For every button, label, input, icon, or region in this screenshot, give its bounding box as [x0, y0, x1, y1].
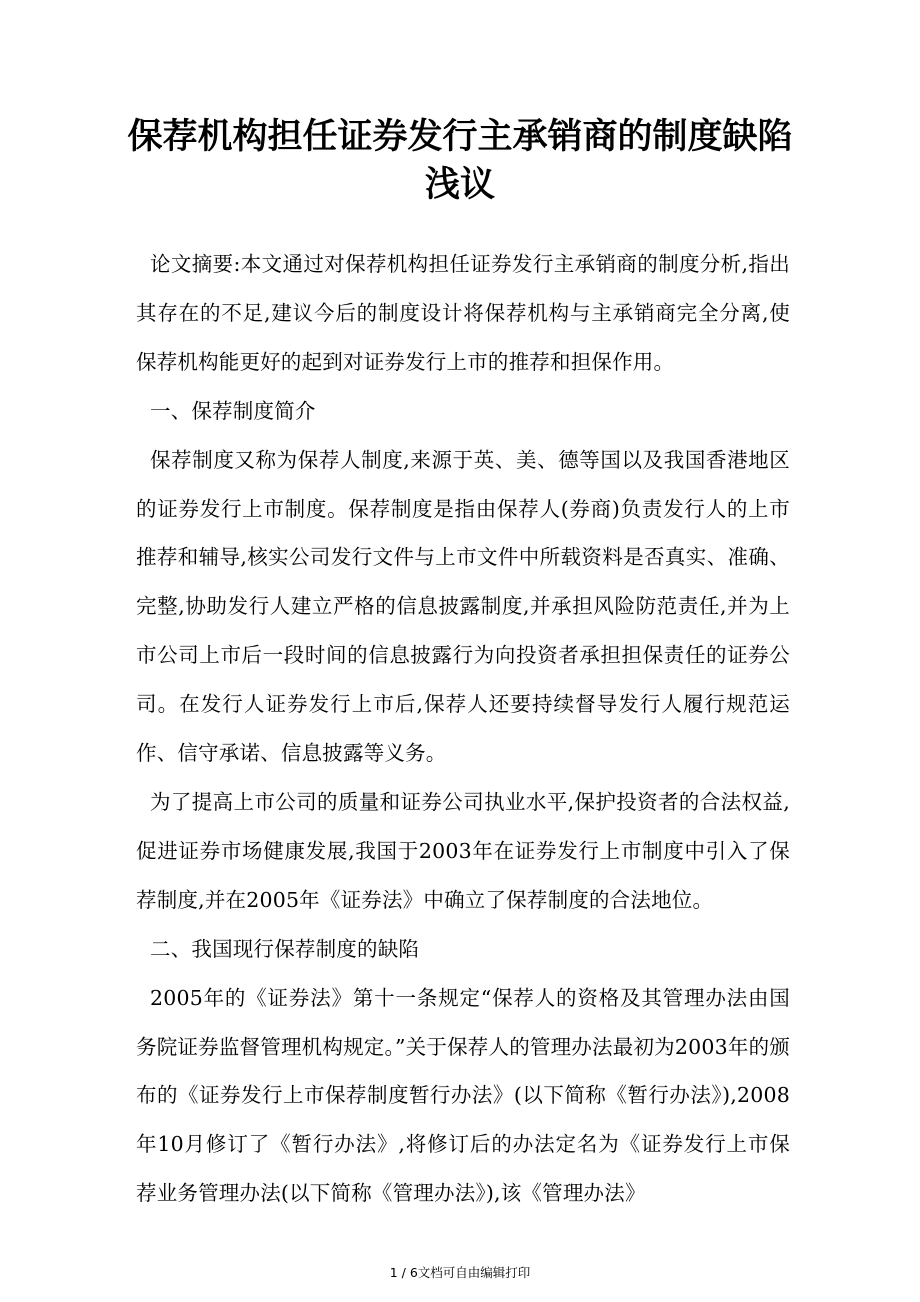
body-paragraph: 为了提高上市公司的质量和证券公司执业水平,保护投资者的合法权益,促进证券市场健康发展,我国于2003年在证券发行上市制度中引入了保荐制度,并在2005年《证券法》中确立了保荐制度的合法地位。 — [136, 789, 790, 912]
body-paragraph: 2005年的《证券法》第十一条规定“保荐人的资格及其管理办法由国务院证券监督管理机构规定。”关于保荐人的管理办法最初为2003年的颁布的《证券发行上市保荐制度暂行办法》(以下简称《暂行办法》),2008年10月修订了《暂行办法》,将修订后的办法定名为《证券发行上市保荐业务管理办法(以下简称《管理办法》),该《管理办法》 — [136, 985, 790, 1206]
document-title-line-1: 保荐机构担任证券发行主承销商的制度缺陷 — [127, 117, 793, 157]
document-body — [136, 240, 790, 1218]
document-title-line-2: 浅议 — [424, 165, 495, 205]
body-paragraph: 保荐制度又称为保荐人制度,来源于英、美、德等国以及我国香港地区的证券发行上市制度。保荐制度是指由保荐人(券商)负责发行人的上市推荐和辅导,核实公司发行文件与上市文件中所载资料是否真实、准确、完整,协助发行人建立严格的信息披露制度,并承担风险防范责任,并为上市公司上市后一段时间的信息披露行为向投资者承担担保责任的证券公司。在发行人证券发行上市后,保荐人还要持续督导发行人履行规范运作、信守承诺、信息披露等义务。 — [136, 447, 790, 766]
page-footer: 1 / 6文档可自由编辑打印 — [389, 1265, 531, 1280]
section-heading-2: 二、我国现行保荐制度的缺陷 — [150, 936, 420, 961]
section-heading-1: 一、保荐制度简介 — [150, 398, 316, 423]
abstract-paragraph: 论文摘要:本文通过对保荐机构担任证券发行主承销商的制度分析,指出其存在的不足,建议今后的制度设计将保荐机构与主承销商完全分离,使保荐机构能更好的起到对证券发行上市的推荐和担保作用。 — [136, 252, 790, 374]
